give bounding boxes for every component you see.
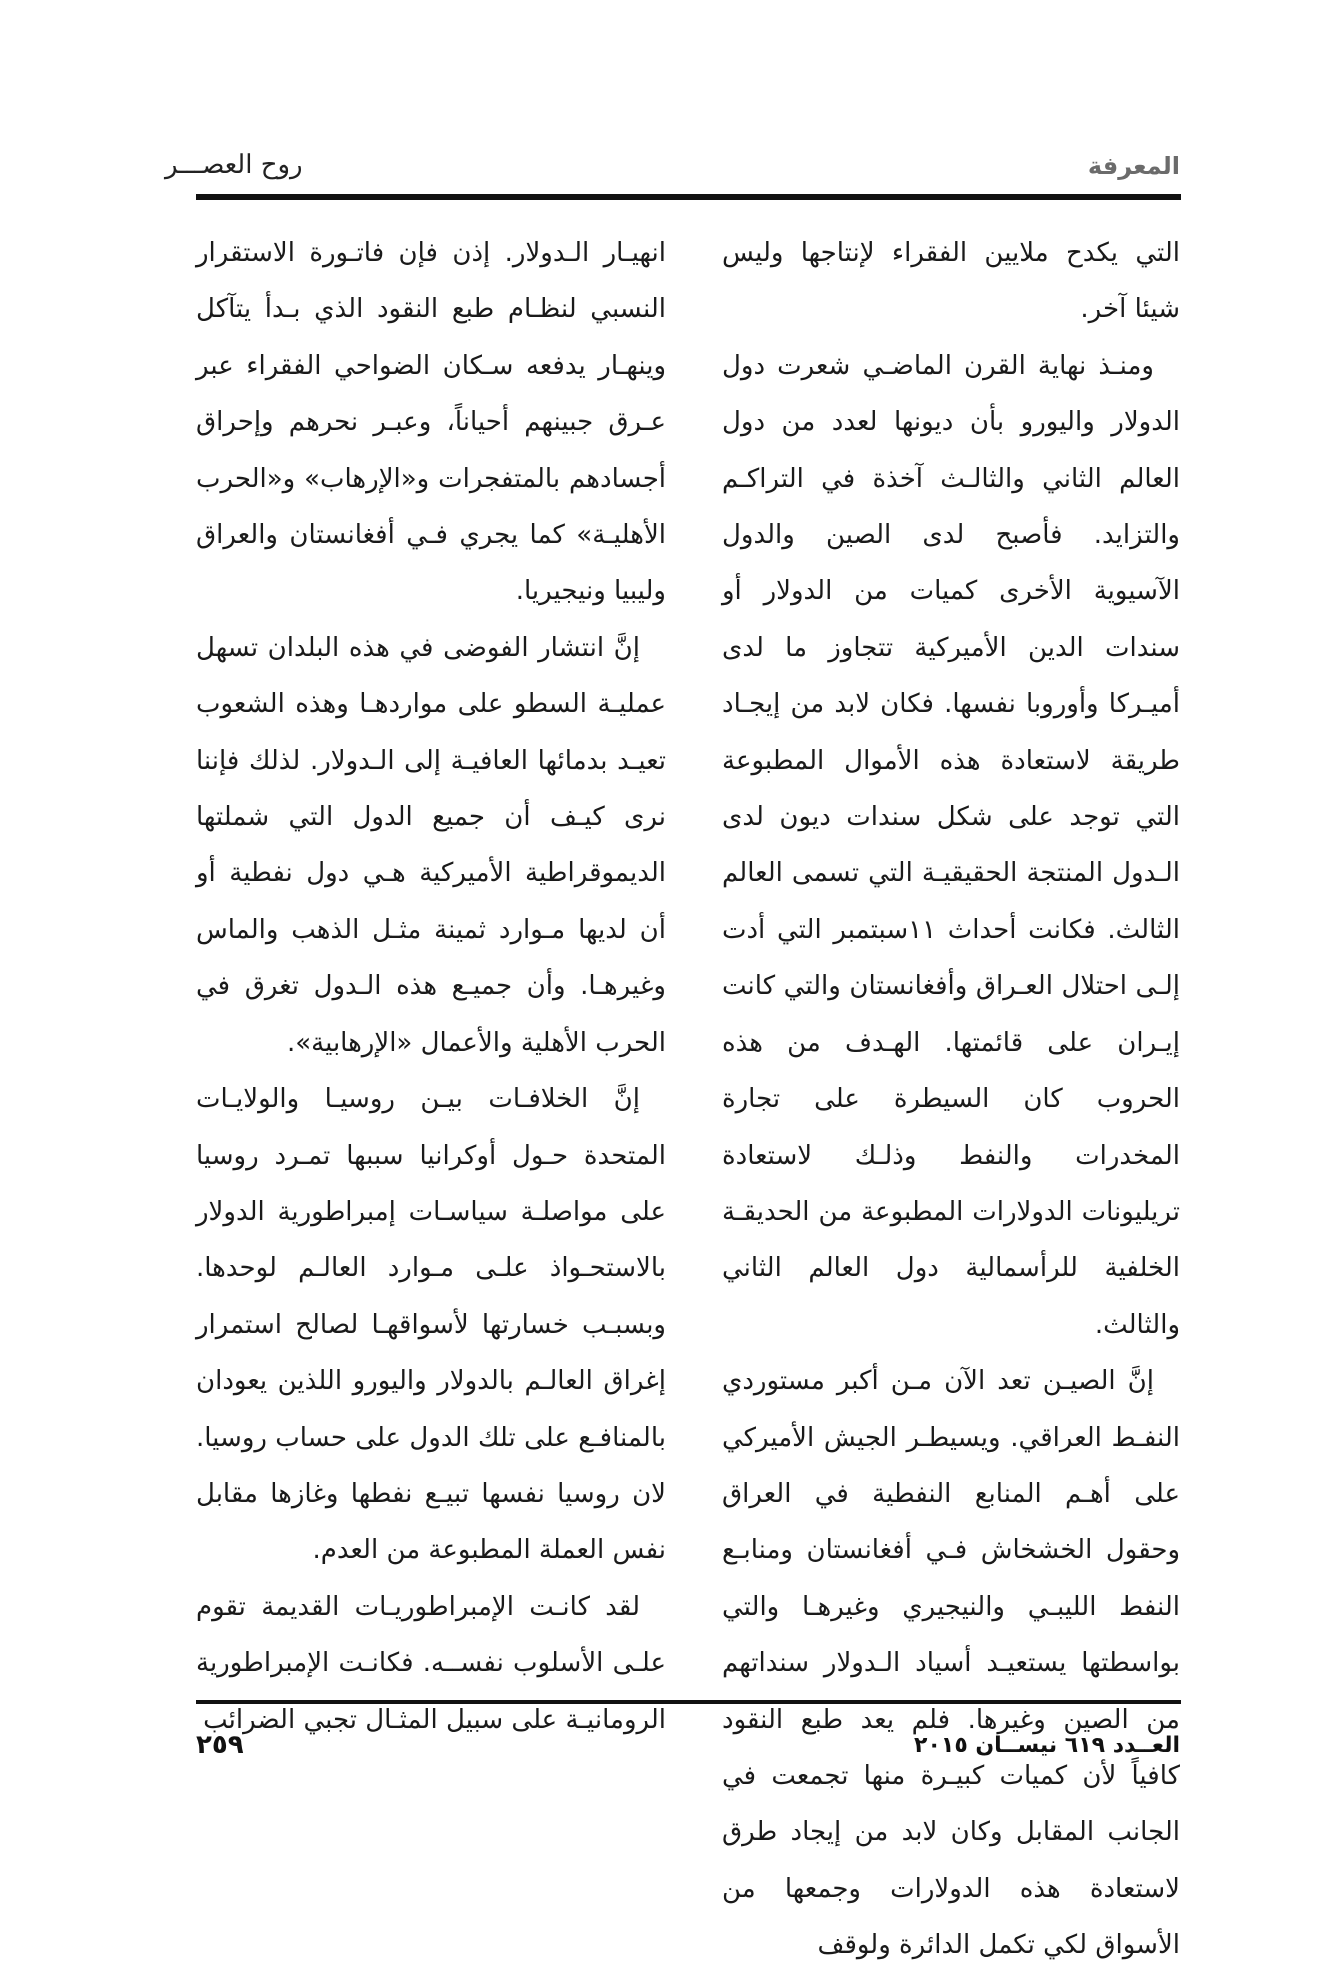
issue-info: العــدد ٦١٩ نيســان ٢٠١٥ [914,1733,1180,1758]
footer-rule [196,1700,1181,1704]
section-title: روح العصـــر [165,150,303,180]
paragraph: إنَّ الخلافـات بيـن روسيـا والولايـات المتحدة حـول أوكرانيا سببها تمـرد روسيا على مواصلـة سياسـات إمبراطورية الدولار بالاستحـواذ علـى مـوارد العالـم لوحدها. وبسبـب خسارتها لأسواقهـا لصالح استمرار إغراق العالـم بالدولار واليورو اللذين يعودان بالمنافـع على تلك الدول على حساب روسيا. لان روسيا نفسها تبيـع نفطها وغازها مقابل نفس العملة المطبوعة من العدم. [196,1084,666,1566]
paragraph: إنَّ انتشار الفوضى في هذه البلدان تسهل عمليـة السطو على مواردهـا وهذه الشعوب تعيـد بدمائها العافيـة إلى الـدولار. لذلك فإننا نرى كيـف أن جميع الدول التي شملتها الديموقراطية الأميركية هـي دول نفطية أو أن لديها مـوارد ثمينة مثـل الذهب والماس وغيرهـا. وأن جميـع هذه الـدول تغرق في الحرب الأهلية والأعمال «الإرهابية». [196,632,666,1058]
paragraph: لقد كانـت الإمبراطوريـات القديمة تقوم علـى الأسلوب نفســه. فكانـت الإمبراطورية الرومانيـة على سبيل المثـال تجبي الضرائب [196,1591,666,1735]
paragraph: انهيـار الـدولار. إذن فإن فاتـورة الاستقرار النسبي لنظـام طبع النقود الذي بـدأ يتآكل وينهـار يدفعه سـكان الضواحي الفقراء عبر عـرق جبينهم أحياناً، وعبـر نحرهم وإحراق أجسادهم بالمتفجرات و«الإرهاب» و«الحرب الأهليـة» كما يجري فـي أفغانستان والعراق وليبيا ونيجيريا. [196,238,666,607]
magazine-logo: المعرفة [1087,152,1180,180]
paragraph: التي يكدح ملايين الفقراء لإنتاجها وليس شيئا آخر. [722,238,1180,325]
article-column-left [196,225,666,1735]
paragraph: ومنـذ نهاية القرن الماضـي شعرت دول الدولار واليورو بأن ديونها لعدد من دول العالم الثاني والثالـث آخذة في التراكـم والتزايد. فأصبح لدى الصين والدول الآسيوية الأخرى كميات من الدولار أو سندات الدين الأميركية تتجاوز ما لدى أميـركا وأوروبا نفسها. فكان لابد من إيجـاد طريقة لاستعادة هذه الأموال المطبوعة التي توجد على شكل سندات ديون لدى الـدول المنتجة الحقيقيـة التي تسمى العالم الثالث. فكانت أحداث ١١سبتمبر التي أدت إلـى احتلال العـراق وأفغانستان والتي كانت إيـران على قائمتها. الهـدف من هذه الحروب كان السيطرة على تجارة المخدرات والنفط وذلـك لاستعادة تريليونات الدولارات المطبوعة من الحديقـة الخلفية للرأسمالية دول العالم الثاني والثالث. [722,350,1180,1340]
header-rule [196,194,1181,200]
paragraph: إنَّ الصيـن تعد الآن مـن أكبر مستوردي النفـط العراقي. ويسيطـر الجيش الأميركي على أهـم المنابع النفطية في العراق وحقول الخشخاش فـي أفغانستان ومنابـع النفط الليبـي والنيجيري وغيرهـا والتي بواسطتها يستعيـد أسياد الـدولار سنداتهم من الصين وغيرها. فلم يعد طبع النقود كافياً لأن كميات كبيـرة منها تجمعت في الجانب المقابل وكان لابد من إيجاد طرق لاستعادة هذه الدولارات وجمعها من الأسواق لكي تكمل الدائرة ولوقف [722,1366,1180,1961]
page-number: ٢٥٩ [196,1730,244,1760]
